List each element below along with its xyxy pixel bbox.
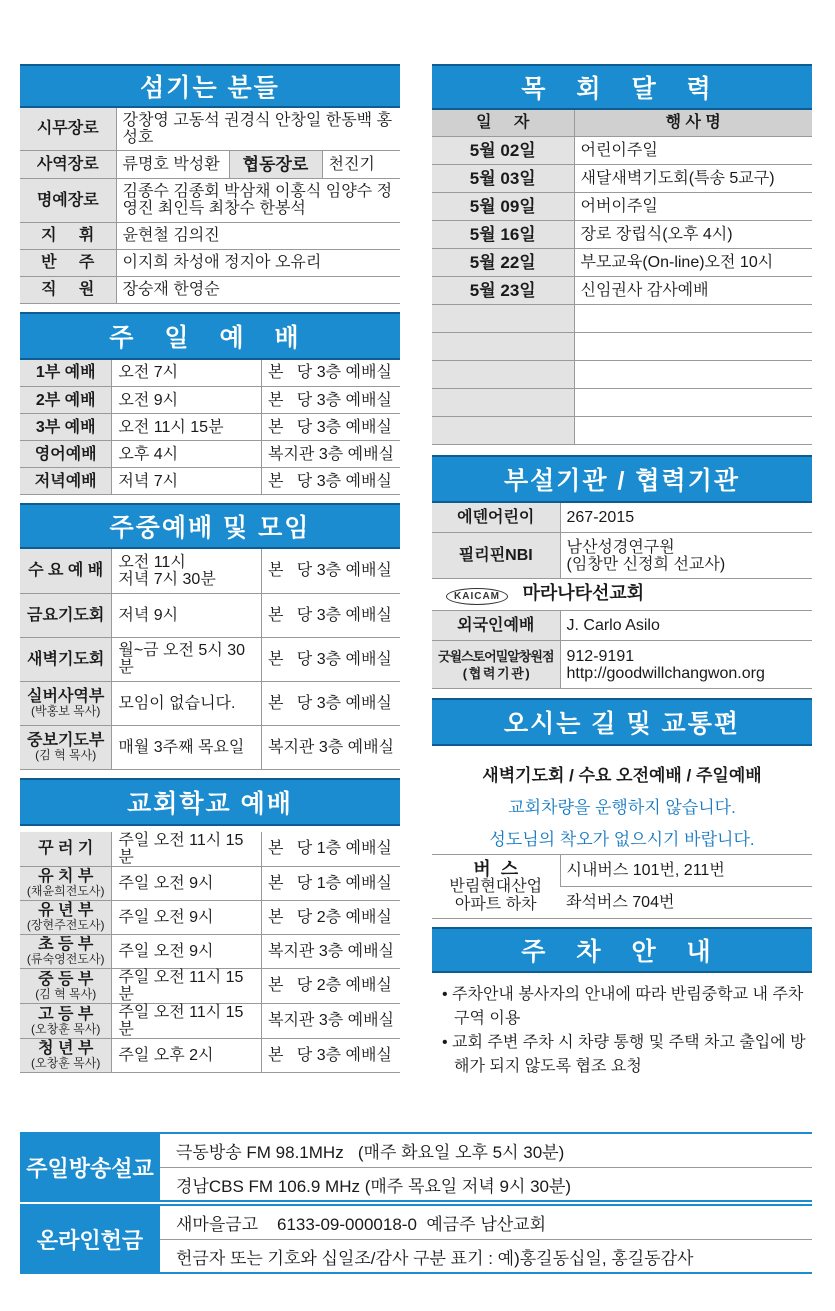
schedule-name-text: 영어예배 [34,445,97,463]
calendar-date-empty [432,304,574,332]
calendar-date-empty [432,332,574,360]
schedule-time: 주일 오전 11시 15분 [112,968,262,1003]
offering-box [20,1204,812,1274]
list-item: • 교회 주변 주차 시 차량 통행 및 주택 차고 출입에 방해가 되지 않도록 협조 요청 [442,1034,806,1075]
schedule-name-text: 중보기도부 [27,732,105,749]
table-row [20,593,400,637]
schedule-time: 오전 11시 저녁 7시 30분 [112,549,262,593]
schedule-name-text: 꾸 러 기 [38,840,94,857]
serving-header [20,64,400,108]
schedule-place: 복지관 3층 예배실 [262,725,400,769]
calendar-event: 신임권사 감사예배 [574,276,812,304]
schedule-name [20,900,112,934]
sunday-table [20,360,400,496]
table-row-empty [432,304,812,332]
schedule-name-text: 저녁예배 [34,472,97,490]
row-value: 이지희 차성애 정지아 오유리 [116,249,400,276]
table-header-row [432,110,812,136]
schedule-name [20,832,112,867]
parking-header [432,927,812,973]
offering-line: 새마을금고 6133-09-000018-0 예금주 남산교회 [176,1215,547,1234]
bus-line: 좌석버스 704번 [560,887,812,919]
affiliate-label: 에덴어린이 [432,503,560,533]
table-row [20,276,400,303]
table-row [432,276,812,304]
schedule-place: 본 당 3층 예배실 [262,468,400,495]
schedule-place: 본 당 3층 예배실 [262,1038,400,1072]
affiliates-title: 부설기관 / 협력기관 [503,466,741,495]
table-row [20,387,400,414]
schedule-leader: (김 혁 목사) [35,748,97,762]
left-column [20,64,400,1073]
schedule-time: 저녁 7시 [112,468,262,495]
calendar-event-empty [574,388,812,416]
schedule-time: 매월 3주째 목요일 [112,725,262,769]
row-value-2: 천진기 [328,155,375,173]
serving-title: 섬기는 분들 [140,74,280,102]
offering-label: 온라인헌금 [20,1206,160,1272]
calendar-event-empty [574,332,812,360]
school-title: 교회학교 예배 [127,789,293,818]
directions-header [432,698,812,746]
table-row [432,579,812,611]
table-row [20,637,400,681]
schedule-place: 본 당 3층 예배실 [262,549,400,593]
schedule-name-text: 1부 예배 [35,364,96,382]
schedule-name [20,968,112,1003]
schedule-time: 주일 오전 9시 [112,934,262,968]
schedule-name-text: 유 년 부 [38,902,94,919]
table-row-empty [432,388,812,416]
schedule-leader: (오창훈 목사) [31,1021,101,1036]
affiliates-header [432,455,812,503]
table-row [20,866,400,900]
notice-line: 교회차량을 운행하지 않습니다. [508,798,736,817]
midweek-title: 주중예배 및 모임 [109,514,311,542]
schedule-name [20,549,112,593]
row-label: 반 주 [20,249,116,276]
sunday-title: 주 일 예 배 [109,323,311,352]
table-row [432,136,812,164]
sunday-header [20,312,400,360]
schedule-place: 본 당 2층 예배실 [262,968,400,1003]
directions-notice [432,746,812,854]
table-row [432,503,812,533]
serving-table [20,108,400,304]
table-row [20,222,400,249]
calendar-event-empty [574,304,812,332]
table-row [20,150,400,178]
calendar-date: 5월 02일 [432,136,574,164]
schedule-time: 모임이 없습니다. [112,681,262,725]
bus-stop: 반림현대산업 아파트 하차 [449,877,543,913]
calendar-event: 부모교육(On-line)오전 10시 [574,248,812,276]
schedule-name [20,934,112,968]
schedule-leader: (채윤희전도사) [26,884,105,898]
table-row [20,108,400,150]
schedule-time: 주일 오전 9시 [112,866,262,900]
notice-line: 성도님의 착오가 없으시기 바랍니다. [489,830,755,849]
calendar-date: 5월 22일 [432,248,574,276]
schedule-name-text: 고 등 부 [38,1005,94,1023]
schedule-place: 본 당 3층 예배실 [262,593,400,637]
affiliate-value: 912-9191 http://goodwillchangwon.org [560,641,812,689]
calendar-date: 5월 03일 [432,164,574,192]
row-label: 지 휘 [20,222,116,249]
table-row [20,934,400,968]
schedule-name [20,1038,112,1072]
affiliate-value: 남산성경연구원 (임창만 신정희 선교사) [560,533,812,579]
notice-line: 새벽기도회 / 수요 오전예배 / 주일예배 [482,766,762,785]
schedule-name [20,725,112,769]
affiliate-value: J. Carlo Asilo [560,611,812,641]
right-column [432,64,812,1079]
midweek-header [20,503,400,549]
schedule-name-text: 수 요 예 배 [28,562,104,580]
calendar-date-empty [432,388,574,416]
schedule-name-text: 초 등 부 [38,936,94,953]
row-value: 김종수 김종회 박삼채 이홍식 임양수 정영진 최인득 최창수 한봉석 [116,178,400,222]
table-row [20,441,400,468]
calendar-event-empty [574,360,812,388]
row-value: 류명호 박성환 [122,155,220,173]
schedule-time: 월~금 오전 5시 30분 [112,637,262,681]
table-row [20,681,400,725]
schedule-time: 저녁 9시 [112,593,262,637]
calendar-date: 5월 09일 [432,192,574,220]
calendar-event: 새달새벽기도회(특송 5교구) [574,164,812,192]
schedule-place: 본 당 2층 예배실 [262,900,400,934]
calendar-date: 5월 23일 [432,276,574,304]
table-row [432,611,812,641]
table-row [432,164,812,192]
schedule-time: 주일 오전 9시 [112,900,262,934]
school-table [20,832,400,1073]
table-row [20,1038,400,1072]
broadcast-box [20,1132,812,1202]
schedule-name [20,468,112,495]
row-value: 윤현철 김의진 [116,222,400,249]
schedule-leader: (오창훈 목사) [31,1056,101,1070]
calendar-event: 장로 장립식(오후 4시) [574,220,812,248]
schedule-leader: (김 혁 목사) [35,986,97,1001]
table-row-empty [432,360,812,388]
table-row [20,468,400,495]
list-item: • 주차안내 봉사자의 안내에 따라 반림중학교 내 주차구역 이용 [442,986,804,1027]
table-row [20,725,400,769]
table-row [432,533,812,579]
table-row [20,414,400,441]
schedule-name [20,593,112,637]
schedule-name-text: 3부 예배 [35,418,96,436]
calendar-date: 5월 16일 [432,220,574,248]
schedule-place: 복지관 3층 예배실 [262,934,400,968]
schedule-place: 본 당 1층 예배실 [262,866,400,900]
table-row-empty [432,332,812,360]
midweek-table [20,549,400,770]
row-label: 사역장로 [20,150,116,178]
col-date-header: 일 자 [432,110,574,136]
broadcast-line: 경남CBS FM 106.9 MHz (매주 목요일 저녁 9시 30분) [160,1167,812,1200]
table-row [432,192,812,220]
schedule-name [20,866,112,900]
table-row-empty [432,416,812,444]
affiliate-label: 굿윌스토어밀알창원점 ( 협 력 기 관 ) [432,641,560,689]
table-row [20,968,400,1003]
table-row [20,900,400,934]
col-event-header: 행 사 명 [574,110,812,136]
table-row [20,1003,400,1038]
schedule-place: 본 당 3층 예배실 [262,387,400,414]
parking-title: 주 차 안 내 [521,938,723,966]
schedule-leader: (박홍보 목사) [31,704,101,718]
calendar-event: 어린이주일 [574,136,812,164]
table-row [20,178,400,222]
table-row [20,549,400,593]
calendar-date-empty [432,416,574,444]
schedule-name [20,387,112,414]
calendar-date-empty [432,360,574,388]
row-label: 명예장로 [20,178,116,222]
schedule-time: 주일 오후 2시 [112,1038,262,1072]
schedule-time: 오전 11시 15분 [112,414,262,441]
schedule-leader: (류숙영전도사) [26,952,105,966]
schedule-name-text: 유 치 부 [38,868,94,885]
bus-line: 시내버스 101번, 211번 [560,855,812,887]
table-row [20,832,400,867]
schedule-place: 복지관 3층 예배실 [262,441,400,468]
calendar-event: 어버이주일 [574,192,812,220]
schedule-leader: (장현주전도사) [26,918,105,932]
calendar-header [432,64,812,110]
affiliates-table [432,503,812,690]
row-value: 강창영 고동석 권경식 안창일 한동백 홍성호 [116,108,400,150]
schedule-time: 오전 9시 [112,387,262,414]
schedule-place: 본 당 3층 예배실 [262,360,400,387]
schedule-place: 본 당 3층 예배실 [262,637,400,681]
schedule-name-text: 중 등 부 [38,970,94,988]
schedule-name-text: 실버사역부 [27,688,105,705]
schedule-name [20,1003,112,1038]
schedule-name [20,637,112,681]
table-row [432,248,812,276]
schedule-name-text: 금요기도회 [27,606,105,624]
row-label: 직 원 [20,276,116,303]
row-value: 장숭재 한영순 [116,276,400,303]
affiliate-value: 마라나타선교회 [522,582,645,603]
schedule-place: 본 당 1층 예배실 [262,832,400,867]
schedule-name [20,360,112,387]
schedule-time: 오전 7시 [112,360,262,387]
kaicam-logo-icon: KAICAM [446,588,508,605]
table-row [20,249,400,276]
broadcast-line: 극동방송 FM 98.1MHz (매주 화요일 오후 5시 30분) [176,1143,565,1162]
schedule-place: 본 당 3층 예배실 [262,681,400,725]
row-label: 시무장로 [20,108,116,150]
calendar-table [432,110,812,445]
calendar-title: 목 회 달 력 [521,75,723,103]
table-row [432,220,812,248]
schedule-name-text: 새벽기도회 [27,650,105,668]
schedule-time: 오후 4시 [112,441,262,468]
row-label-2: 협동장로 [229,151,323,178]
school-header [20,778,400,826]
parking-list [432,973,812,1079]
affiliate-label: 외국인예배 [432,611,560,641]
schedule-place: 본 당 3층 예배실 [262,414,400,441]
schedule-name [20,414,112,441]
schedule-name [20,681,112,725]
schedule-place: 복지관 3층 예배실 [262,1003,400,1038]
schedule-time: 주일 오전 11시 15분 [112,1003,262,1038]
directions-title: 오시는 길 및 교통편 [503,710,741,738]
offering-line: 헌금자 또는 기호와 십일조/감사 구분 표기 : 예)홍길동십일, 홍길동감사 [160,1239,812,1272]
affiliate-value: 267-2015 [560,503,812,533]
calendar-event-empty [574,416,812,444]
table-row [20,360,400,387]
schedule-name-text: 청 년 부 [38,1040,94,1057]
table-row [432,855,812,887]
bus-label: 버 스 [473,858,519,879]
affiliate-label: 필리핀NBI [432,533,560,579]
schedule-name-text: 2부 예배 [35,391,96,409]
schedule-name [20,441,112,468]
broadcast-label: 주일방송설교 [20,1134,160,1200]
bus-table [432,854,812,919]
table-row [432,641,812,689]
schedule-time: 주일 오전 11시 15분 [112,832,262,867]
